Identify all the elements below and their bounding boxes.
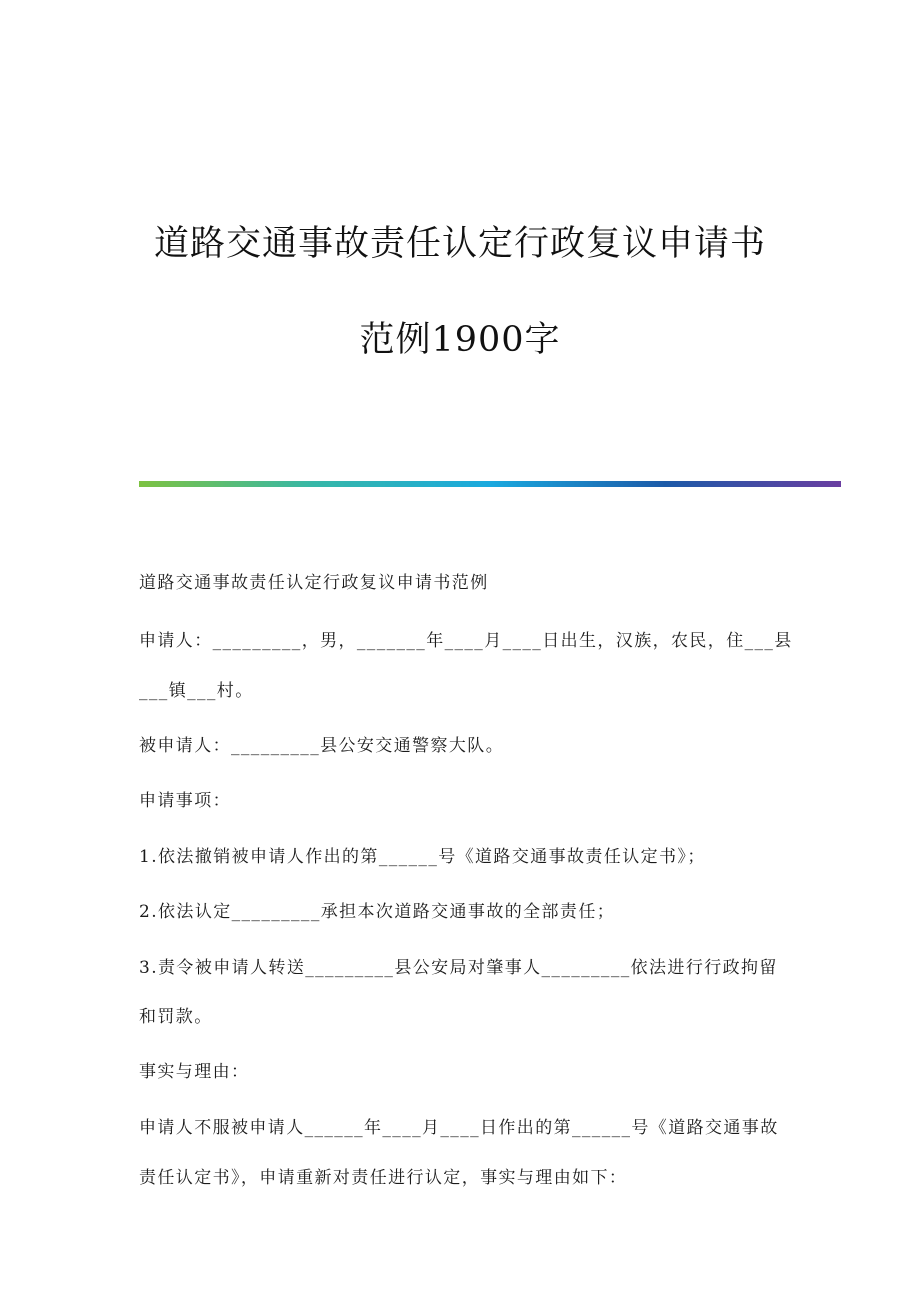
- paragraph-applicant-cont: ___镇___村。: [139, 681, 254, 701]
- paragraph-facts-heading: 事实与理由：: [139, 1062, 250, 1082]
- paragraph-item-3: 3.责令被申请人转送_________县公安局对肇事人_________依法进行行政拘留: [139, 958, 778, 978]
- paragraph-item-2: 2.依法认定_________承担本次道路交通事故的全部责任；: [139, 902, 616, 922]
- paragraph-respondent: 被申请人：_________县公安交通警察大队。: [139, 736, 505, 756]
- paragraph-facts: 申请人不服被申请人______年____月____日作出的第______号《道路交通事故: [139, 1118, 779, 1138]
- document-title-line2: 范例1900字: [359, 320, 561, 360]
- paragraph-item-3-cont: 和罚款。: [139, 1007, 213, 1027]
- paragraph-applicant: 申请人：_________，男，_______年____月____日出生，汉族，农民，住___县: [139, 631, 793, 651]
- document-title-line1: 道路交通事故责任认定行政复议申请书: [153, 224, 766, 264]
- paragraph-items-heading: 申请事项：: [139, 791, 231, 811]
- paragraph-item-1: 1.依法撤销被申请人作出的第______号《道路交通事故责任认定书》；: [139, 847, 706, 867]
- paragraph-facts-cont: 责任认定书》，申请重新对责任进行认定，事实与理由如下：: [139, 1168, 628, 1188]
- gradient-divider: [139, 481, 841, 487]
- paragraph-heading: 道路交通事故责任认定行政复议申请书范例: [139, 573, 489, 593]
